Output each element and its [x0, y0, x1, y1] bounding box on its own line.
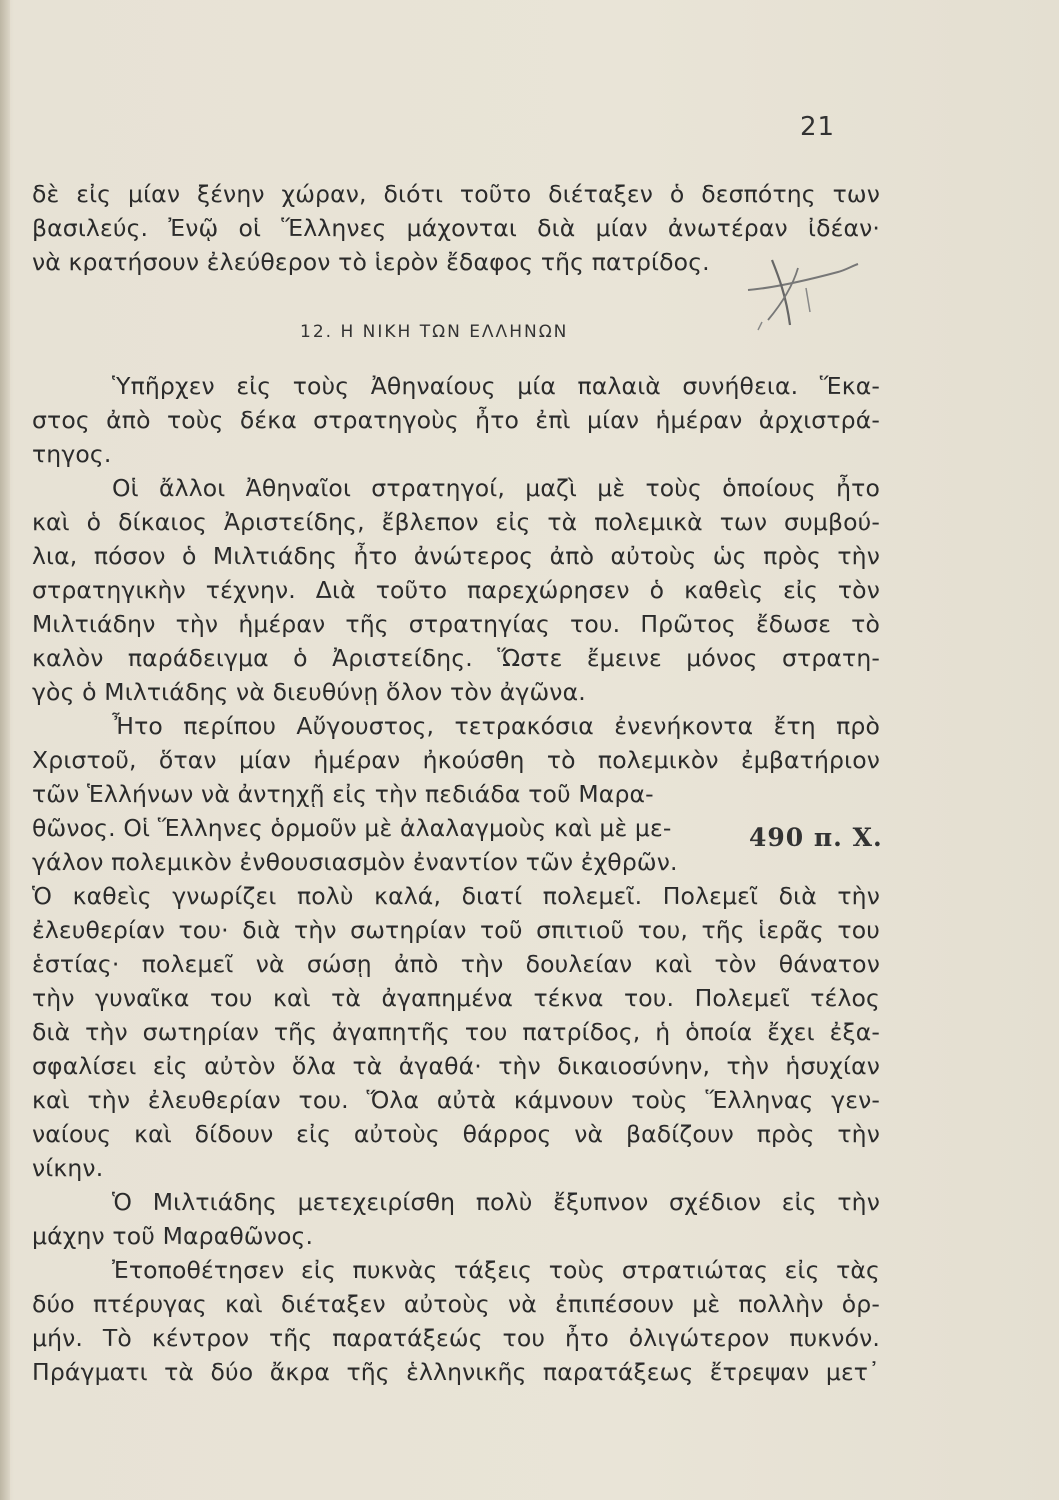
- text-line: Μιλτιάδην τὴν ἡμέραν τῆς στρατηγίας του. Πρῶτος ἔδωσε τὸ: [32, 610, 880, 638]
- text-line: μήν. Τὸ κέντρον τῆς παρατάξεώς του ἦτο ὀλιγώτερον πυκνόν.: [32, 1324, 880, 1352]
- text-line: Οἱ ἄλλοι Ἀθηναῖοι στρατηγοί, μαζὶ μὲ τοὺς ὁποίους ἦτο: [112, 474, 880, 502]
- text-line: ναίους καὶ δίδουν εἰς αὐτοὺς θάρρος νὰ βαδίζουν πρὸς τὴν: [32, 1120, 880, 1148]
- text-line: Ὁ καθεὶς γνωρίζει πολὺ καλά, διατί πολεμεῖ. Πολεμεῖ διὰ τὴν: [32, 882, 880, 910]
- text-line: δύο πτέρυγας καὶ διέταξεν αὐτοὺς νὰ ἐπιπέσουν μὲ πολλὴν ὁρ-: [32, 1290, 880, 1318]
- text-line: γάλον πολεμικὸν ἐνθουσιασμὸν ἐναντίον τῶν ἐχθρῶν.: [32, 848, 678, 876]
- text-line: νὰ κρατήσουν ἐλεύθερον τὸ ἱερὸν ἔδαφος τῆς πατρίδος.: [32, 248, 710, 276]
- text-line: Ἐτοποθέτησεν εἰς πυκνὰς τάξεις τοὺς στρατιώτας εἰς τὰς: [112, 1256, 880, 1284]
- margin-date-note: 490 π. Χ.: [749, 823, 883, 852]
- text-line: ἐλευθερίαν του· διὰ τὴν σωτηρίαν τοῦ σπιτιοῦ του, τῆς ἱερᾶς του: [32, 916, 880, 944]
- text-line: τηγος.: [32, 440, 112, 468]
- text-line: Ὑπῆρχεν εἰς τοὺς Ἀθηναίους μία παλαιὰ συνήθεια. Ἕκα-: [112, 372, 880, 400]
- text-line: θῶνος. Οἱ Ἕλληνες ὁρμοῦν μὲ ἀλαλαγμοὺς καὶ μὲ με-: [32, 814, 672, 842]
- text-line: καὶ ὁ δίκαιος Ἀριστείδης, ἔβλεπον εἰς τὰ πολεμικὰ των συμβού-: [32, 508, 880, 536]
- text-line: βασιλεύς. Ἐνῷ οἱ Ἕλληνες μάχονται διὰ μίαν ἀνωτέραν ἰδέαν·: [32, 214, 880, 242]
- text-line: μάχην τοῦ Μαραθῶνος.: [32, 1222, 314, 1250]
- text-line: σφαλίσει εἰς αὐτὸν ὅλα τὰ ἀγαθά· τὴν δικαιοσύνην, τὴν ἡσυχίαν: [32, 1052, 880, 1080]
- text-line: Χριστοῦ, ὅταν μίαν ἡμέραν ἠκούσθη τὸ πολεμικὸν ἐμβατήριον: [32, 746, 880, 774]
- text-line: καλὸν παράδειγμα ὁ Ἀριστείδης. Ὥστε ἔμεινε μόνος στρατη-: [32, 644, 880, 672]
- text-line: γὸς ὁ Μιλτιάδης νὰ διευθύνῃ ὅλον τὸν ἀγῶνα.: [32, 678, 586, 706]
- page-number: 21: [800, 112, 836, 142]
- text-line: Ὁ Μιλτιάδης μετεχειρίσθη πολὺ ἔξυπνον σχέδιον εἰς τὴν: [112, 1188, 880, 1216]
- text-line: ἑστίας· πολεμεῖ νὰ σώσῃ ἀπὸ τὴν δουλείαν καὶ τὸν θάνατον: [32, 950, 880, 978]
- text-line: στρατηγικὴν τέχνην. Διὰ τοῦτο παρεχώρησεν ὁ καθεὶς εἰς τὸν: [32, 576, 880, 604]
- text-line: λια, πόσον ὁ Μιλτιάδης ἦτο ἀνώτερος ἀπὸ αὐτοὺς ὡς πρὸς τὴν: [32, 542, 880, 570]
- section-heading: 12. Η ΝΙΚΗ ΤΩΝ ΕΛΛΗΝΩΝ: [300, 322, 569, 342]
- text-line: Ἦτο περίπου Αὔγουστος, τετρακόσια ἐνενήκοντα ἔτη πρὸ: [112, 712, 880, 740]
- text-line: νίκην.: [32, 1154, 104, 1182]
- page-spine-shadow: [0, 0, 10, 1500]
- text-line: δὲ εἰς μίαν ξένην χώραν, διότι τοῦτο διέταξεν ὁ δεσπότης των: [32, 180, 880, 208]
- text-line: καὶ τὴν ἐλευθερίαν του. Ὅλα αὐτὰ κάμνουν τοὺς Ἕλληνας γεν-: [32, 1086, 880, 1114]
- text-body: [32, 177, 880, 1389]
- text-line: τὴν γυναῖκα του καὶ τὰ ἀγαπημένα τέκνα του. Πολεμεῖ τέλος: [32, 984, 880, 1012]
- text-line: διὰ τὴν σωτηρίαν τῆς ἀγαπητῆς του πατρίδος, ἡ ὁποία ἔχει ἐξα-: [32, 1018, 880, 1046]
- text-line: Πράγματι τὰ δύο ἄκρα τῆς ἑλληνικῆς παρατάξεως ἔτρεψαν μετ᾿: [32, 1358, 880, 1386]
- text-line: στος ἀπὸ τοὺς δέκα στρατηγοὺς ἦτο ἐπὶ μίαν ἡμέραν ἀρχιστρά-: [32, 406, 880, 434]
- text-line: τῶν Ἑλλήνων νὰ ἀντηχῇ εἰς τὴν πεδιάδα τοῦ Μαρα-: [32, 780, 654, 808]
